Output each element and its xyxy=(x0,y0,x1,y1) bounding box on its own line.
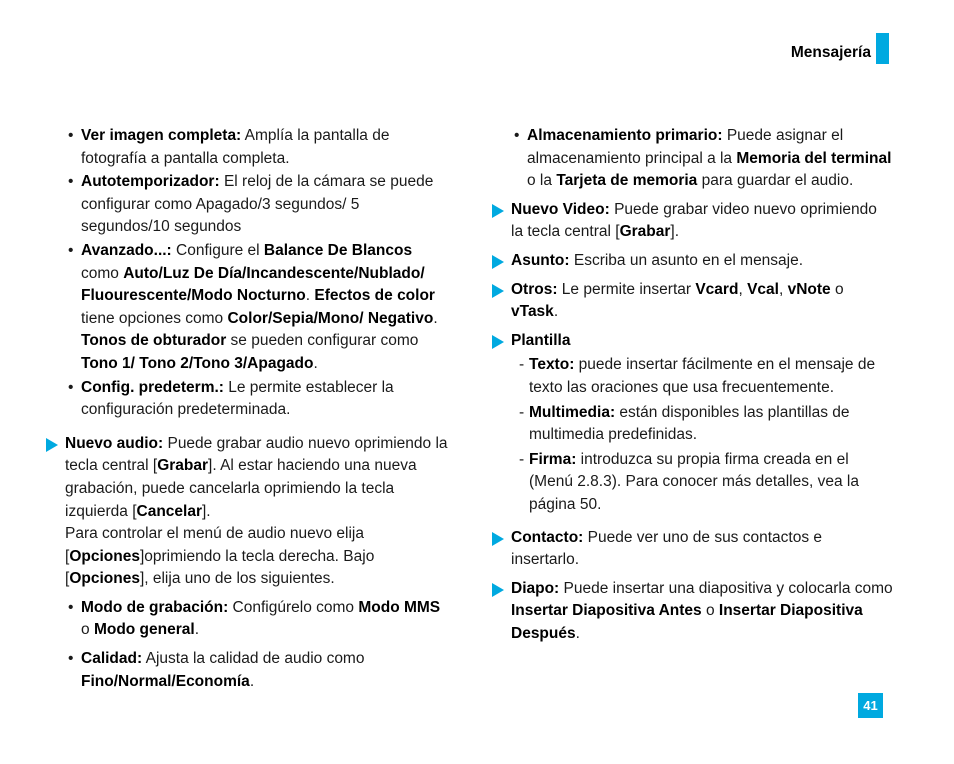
bold-run: Plantilla xyxy=(511,331,571,349)
text-run: para guardar el audio. xyxy=(697,172,854,190)
text-run: Puede grabar video nuevo oprimiendo la tecla central [ xyxy=(511,200,877,241)
bold-run: Nuevo Video: xyxy=(511,200,610,218)
bold-run: vTask xyxy=(511,303,554,321)
bold-run: Fino/Normal/Economía xyxy=(81,672,250,690)
section-arrow-icon xyxy=(46,438,58,452)
bullet-glyph: • xyxy=(68,378,74,396)
text-run: o la xyxy=(527,172,557,190)
text-run: . xyxy=(194,621,200,639)
bullet-item xyxy=(65,597,450,642)
text-run: Le permite insertar xyxy=(557,280,696,298)
section-text xyxy=(511,332,570,349)
paragraph xyxy=(65,523,450,591)
bold-run: Almacenamiento primario: xyxy=(527,127,723,144)
bullet-item xyxy=(65,648,450,693)
text-run: . xyxy=(249,672,255,690)
dash-item xyxy=(519,402,893,447)
bullet-text xyxy=(81,242,438,372)
text-run: tiene opciones como xyxy=(81,309,228,327)
bullet-text xyxy=(81,650,364,690)
section-arrow-icon xyxy=(492,335,504,349)
text-run: , xyxy=(738,280,748,298)
text-run: Puede ver uno de sus contactos e insertarlo. xyxy=(511,528,823,569)
dash-glyph: - xyxy=(519,450,525,468)
audio-options-list xyxy=(65,597,450,693)
text-run: se pueden configurar como xyxy=(226,332,419,350)
text-run: o xyxy=(701,602,719,620)
bullet-item xyxy=(511,125,893,193)
right-column xyxy=(493,125,893,651)
section-arrow-icon xyxy=(492,284,504,298)
bold-run: Grabar xyxy=(619,223,671,241)
bold-run: Ver imagen completa: xyxy=(81,127,242,144)
text-run: introduzca su propia firma creada en el (Menú 2.8.3). Para conocer más detalles, vea la página 50. xyxy=(529,450,859,513)
text-run: Le permite establecer la configuración predeterminada. xyxy=(81,378,394,419)
bold-run: Color/Sepia/Mono/ Negativo xyxy=(227,309,434,327)
left-column xyxy=(65,125,450,694)
bullet-text xyxy=(81,379,394,419)
page-number: 41 xyxy=(858,693,883,718)
dash-item xyxy=(519,449,893,517)
bold-run: vNote xyxy=(787,280,831,298)
bold-run: Autotemporizador: xyxy=(81,173,220,191)
bold-run: Avanzado...: xyxy=(81,241,172,259)
bold-run: Multimedia: xyxy=(529,403,616,421)
bold-run: Vcal xyxy=(747,280,779,298)
section-arrow-icon xyxy=(492,532,504,546)
text-run: o xyxy=(830,280,844,298)
section-title: Mensajería xyxy=(790,44,871,61)
bold-run: Otros: xyxy=(511,280,558,298)
text-run: están disponibles las plantillas de multimedia predefinidas. xyxy=(529,403,850,444)
bold-run: Balance De Blancos xyxy=(263,241,413,259)
bold-run: Grabar xyxy=(157,457,209,475)
bullet-text xyxy=(81,127,389,167)
bullet-text xyxy=(81,173,433,235)
bold-run: Tarjeta de memoria xyxy=(556,172,698,190)
text-run: ]oprimiendo la tecla derecha. Bajo [ xyxy=(65,547,375,588)
section-arrow-icon xyxy=(492,204,504,218)
text-run: . xyxy=(313,354,318,372)
dash-glyph: - xyxy=(519,403,525,421)
text-run: puede insertar fácilmente en el mensaje de texto las oraciones que usa frecuentemente. xyxy=(529,356,876,396)
bold-run: Memoria del terminal xyxy=(736,149,892,167)
dash-text xyxy=(529,356,875,396)
section-contacto xyxy=(511,527,893,572)
section-text xyxy=(511,281,844,321)
section-text xyxy=(65,435,448,520)
bold-run: Contacto: xyxy=(511,528,584,546)
text-run: Puede grabar audio nuevo oprimiendo la tecla central [ xyxy=(65,434,448,475)
text-run: Configure el xyxy=(171,241,264,259)
text-run: . xyxy=(553,303,559,321)
section-text xyxy=(511,201,877,241)
section-otros xyxy=(511,279,893,324)
section-text xyxy=(511,252,803,269)
text-run: Escriba un asunto en el mensaje. xyxy=(569,251,804,269)
section-text xyxy=(511,529,822,569)
text-run: Para controlar el menú de audio nuevo elija [ xyxy=(65,525,364,565)
section-arrow-icon xyxy=(492,583,504,597)
bullet-text xyxy=(81,599,440,639)
bullet-glyph: • xyxy=(68,650,74,668)
bold-run: Config. predeterm.: xyxy=(81,378,224,396)
bullet-glyph: • xyxy=(68,241,74,259)
text-run: como xyxy=(81,264,124,282)
bold-run: Texto: xyxy=(529,356,575,374)
bullet-text xyxy=(527,127,891,189)
camera-options-list xyxy=(65,125,450,422)
bullet-item xyxy=(65,125,450,170)
dash-glyph: - xyxy=(519,356,525,374)
bold-run: Insertar Diapositiva Antes xyxy=(511,602,702,620)
text-run: , xyxy=(778,280,788,298)
section-arrow-icon xyxy=(492,255,504,269)
bold-run: Auto/Luz De Día/Incandescente/Nublado/ Fluourescente/Modo Nocturno xyxy=(81,264,425,305)
bullet-item xyxy=(65,171,450,239)
bullet-glyph: • xyxy=(68,598,74,616)
section-marker-bar xyxy=(876,33,889,64)
text-run: Configúrelo como xyxy=(228,598,359,616)
bold-run: Insertar Diapositiva Después xyxy=(511,602,863,642)
text-run: . xyxy=(433,309,438,327)
section-nuevo-audio xyxy=(65,433,450,591)
dash-text xyxy=(529,451,859,513)
bold-run: Opciones xyxy=(69,570,140,588)
bold-run: Calidad: xyxy=(81,650,143,668)
text-run: . xyxy=(575,624,580,642)
dash-item xyxy=(519,354,893,399)
text-run: ]. Al estar haciendo una nueva grabación, puede cancelarla oprimiendo la tecla izquierda [ xyxy=(65,457,417,520)
text-run: . xyxy=(305,287,315,305)
section-nuevo-video xyxy=(511,199,893,244)
right-sections xyxy=(511,199,893,646)
bold-run: Tonos de obturador xyxy=(81,332,227,350)
bold-run: Cancelar xyxy=(136,502,202,520)
section-asunto xyxy=(511,250,893,273)
bold-run: Modo general xyxy=(93,621,195,639)
bullet-glyph: • xyxy=(68,173,74,191)
dash-text xyxy=(529,404,850,444)
text-run: Amplía la pantalla de fotografía a pantalla completa. xyxy=(81,127,390,167)
text-run: Puede asignar el almacenamiento principal a la xyxy=(527,127,844,167)
text-run: Puede insertar una diapositiva y colocarla como xyxy=(559,579,893,597)
section-plantilla xyxy=(511,330,893,353)
bold-run: Nuevo audio: xyxy=(65,434,164,452)
bold-run: Tono 1/ Tono 2/Tono 3/Apagado xyxy=(81,354,314,372)
text-run: El reloj de la cámara se puede configurar como Apagado/3 segundos/ 5 segundos/10 segundos xyxy=(81,173,434,236)
bold-run: Firma: xyxy=(529,450,577,468)
section-text xyxy=(511,580,893,642)
bold-run: Vcard xyxy=(695,280,739,298)
bold-run: Modo MMS xyxy=(358,598,441,616)
section-diapo xyxy=(511,578,893,646)
text-run: ]. xyxy=(670,223,680,241)
text-run: o xyxy=(81,621,94,639)
text-run: Ajusta la calidad de audio como xyxy=(142,650,365,668)
text-run: ]. xyxy=(202,502,211,520)
bullet-glyph: • xyxy=(514,127,520,144)
bold-run: Efectos de color xyxy=(314,287,435,305)
bold-run: Asunto: xyxy=(511,251,570,269)
bold-run: Opciones xyxy=(69,547,140,565)
bullet-item xyxy=(65,377,450,422)
bold-run: Modo de grabación: xyxy=(81,598,229,616)
text-run: ], elija uno de los siguientes. xyxy=(139,570,335,588)
bold-run: Diapo: xyxy=(511,579,560,597)
bullet-item xyxy=(65,240,450,376)
bullet-glyph: • xyxy=(68,127,74,144)
